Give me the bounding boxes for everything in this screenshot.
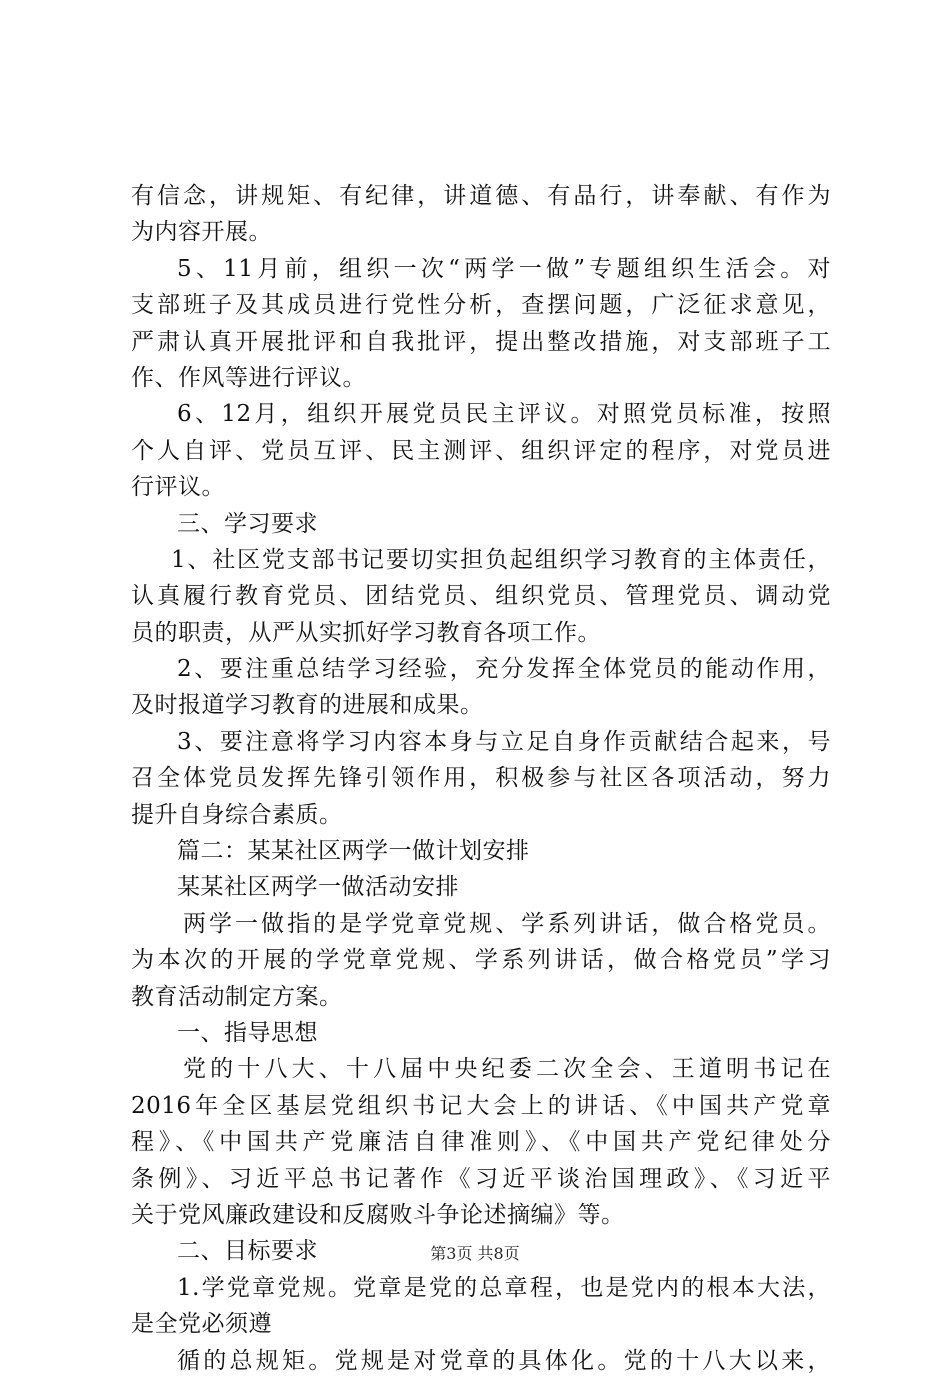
text-line: 条例》、习近平总书记著作《习近平谈治国理政》、《习近平 [131, 1165, 831, 1192]
text-line: 5、11月前，组织一次“两学一做”专题组织生活会。对 [177, 255, 831, 282]
text-line: 1、社区党支部书记要切实担负起组织学习教育的主体责任， [171, 546, 831, 573]
text-line: 1.学党章党规。党章是党的总章程，也是党内的根本大法， [177, 1274, 831, 1301]
section-heading: 三、学习要求 [177, 510, 318, 537]
text-line: 2、要注重总结学习经验，充分发挥全体党员的能动作用， [177, 656, 831, 683]
text-line: 3、要注意将学习内容本身与立足自身作贡献结合起来，号 [177, 728, 831, 755]
text-line: 召全体党员发挥先锋引领作用，积极参与社区各项活动，努力 [131, 765, 831, 792]
text-line: 6、12月，组织开展党员民主评议。对照党员标准，按照 [177, 401, 831, 428]
document-body [131, 178, 831, 1379]
text-line: 程》、《中国共产党廉洁自律准则》、《中国共产党纪律处分 [131, 1129, 831, 1156]
text-line: 为本次的开展的学党章党规、学系列讲话，做合格党员”学习 [131, 947, 831, 974]
text-line: 2016年全区基层党组织书记大会上的讲话、《中国共产党章 [131, 1092, 831, 1119]
section-heading: 篇二：某某社区两学一做计划安排 [177, 838, 530, 865]
page-footer [0, 1243, 950, 1265]
text-line: 循的总规矩。党规是对党章的具体化。党的十八大以来， [177, 1347, 831, 1374]
text-line: 是全党必须遵 [131, 1311, 272, 1338]
text-line: 员的职责，从严从实抓好学习教育各项工作。 [131, 619, 601, 646]
text-line: 提升自身综合素质。 [131, 801, 343, 828]
text-line: 严肃认真开展批评和自我批评，提出整改措施，对支部班子工 [131, 328, 831, 355]
text-line: 有信念，讲规矩、有纪律，讲道德、有品行，讲奉献、有作为 [131, 183, 831, 209]
text-line: 为内容开展。 [131, 219, 272, 246]
text-line: 支部班子及其成员进行党性分析，查摆问题，广泛征求意见， [131, 292, 831, 319]
text-line: 个人自评、党员互评、民主测评、组织评定的程序，对党员进 [131, 437, 831, 464]
text-line: 两学一做指的是学党章党规、学系列讲话，做合格党员。 [183, 910, 831, 937]
text-line: 认真履行教育党员、团结党员、组织党员、管理党员、调动党 [131, 583, 831, 610]
section-heading: 某某社区两学一做活动安排 [177, 874, 459, 901]
text-line: 关于党风廉政建设和反腐败斗争论述摘编》等。 [131, 1201, 625, 1228]
text-line: 党的十八大、十八届中央纪委二次全会、王道明书记在 [183, 1056, 831, 1083]
section-heading: 一、指导思想 [177, 1019, 318, 1046]
page-number-label: 第3页 共8页 [430, 1244, 520, 1263]
text-line: 行评议。 [131, 474, 225, 501]
text-line: 作、作风等进行评议。 [131, 364, 366, 391]
text-line: 教育活动制定方案。 [131, 983, 343, 1010]
section-heading: 二、目标要求 [177, 1238, 318, 1265]
text-line: 及时报道学习教育的进展和成果。 [131, 692, 484, 719]
